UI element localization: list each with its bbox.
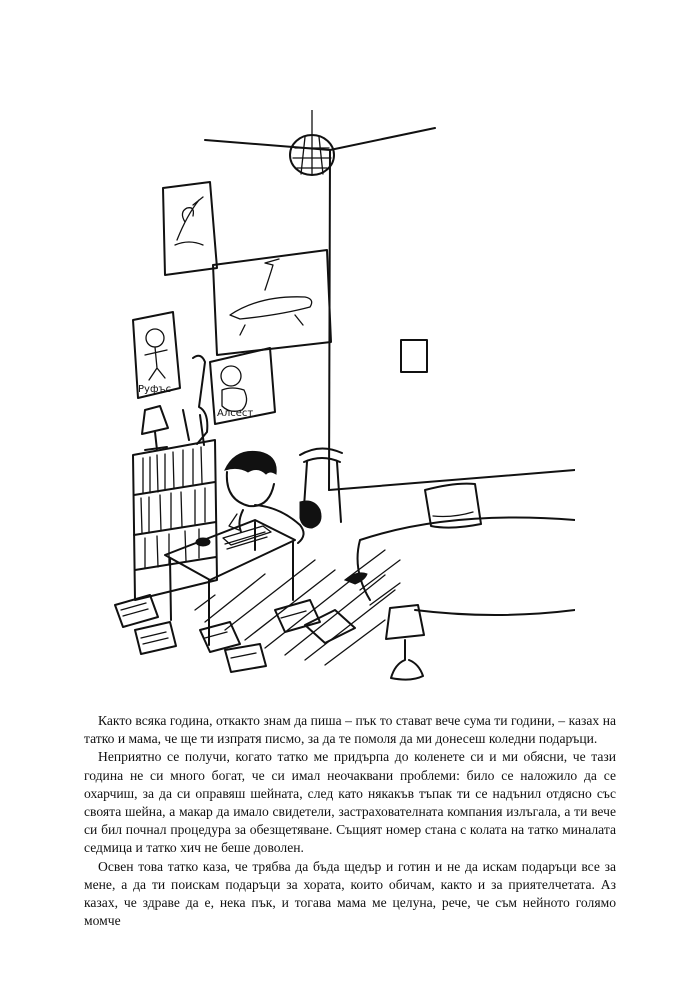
room-illustration [105, 110, 575, 690]
poster-alceste-label: Алсест [217, 408, 254, 419]
poster-horse-rider [213, 250, 331, 355]
poster-cowboy [163, 182, 217, 275]
bedside-lamp [386, 605, 424, 680]
room-drawing [105, 110, 575, 690]
floor-wall-line [329, 470, 575, 490]
paragraph-1: Както всяка година, откакто знам да пиша – пък то стават вече сума ти години, – казах на татко и мама, че ще ти изпратя писмо, за да те помоля да ми донесеш коледни подаръци. [84, 713, 616, 747]
paragraph-2: Неприятно се получи, когато татко ме придърпа до коленете си и ми обясни, че тази година не си много богат, че си имал неочаквани проблеми: било се наложило да се охарчиш, за да си оправяш шейната, след като някакъв тъпак ти се надънил отдясно със своята шейна, а макар да имало свидетели, застрахователната компания излъгала, а ти вече си бил почнал процедура за обезщетяване. Същият номер стана с колата на татко миналата седмица и татко хич не беше доволен. [84, 749, 616, 856]
poster-rufus [133, 312, 180, 398]
bed [358, 484, 575, 615]
story-text [84, 712, 616, 930]
ceiling-lamp [290, 135, 334, 175]
wall-frame [401, 340, 427, 372]
scattered-papers [115, 595, 355, 672]
paragraph-3: Освен това татко каза, че трябва да бъда щедър и готин и не да искам подаръци все за мене, а да ти поискам подаръци за хората, които обичам, както и за приятелчетата. Аз казах, че здраве да е, нека пък, и тогава мама ме целуна, рече, че съм нейното голямо момче [84, 858, 616, 929]
toy-giraffe [183, 356, 207, 445]
shelf-lamp [142, 406, 168, 450]
poster-alceste [210, 348, 275, 424]
poster-rufus-label: Руфъс [138, 384, 172, 395]
